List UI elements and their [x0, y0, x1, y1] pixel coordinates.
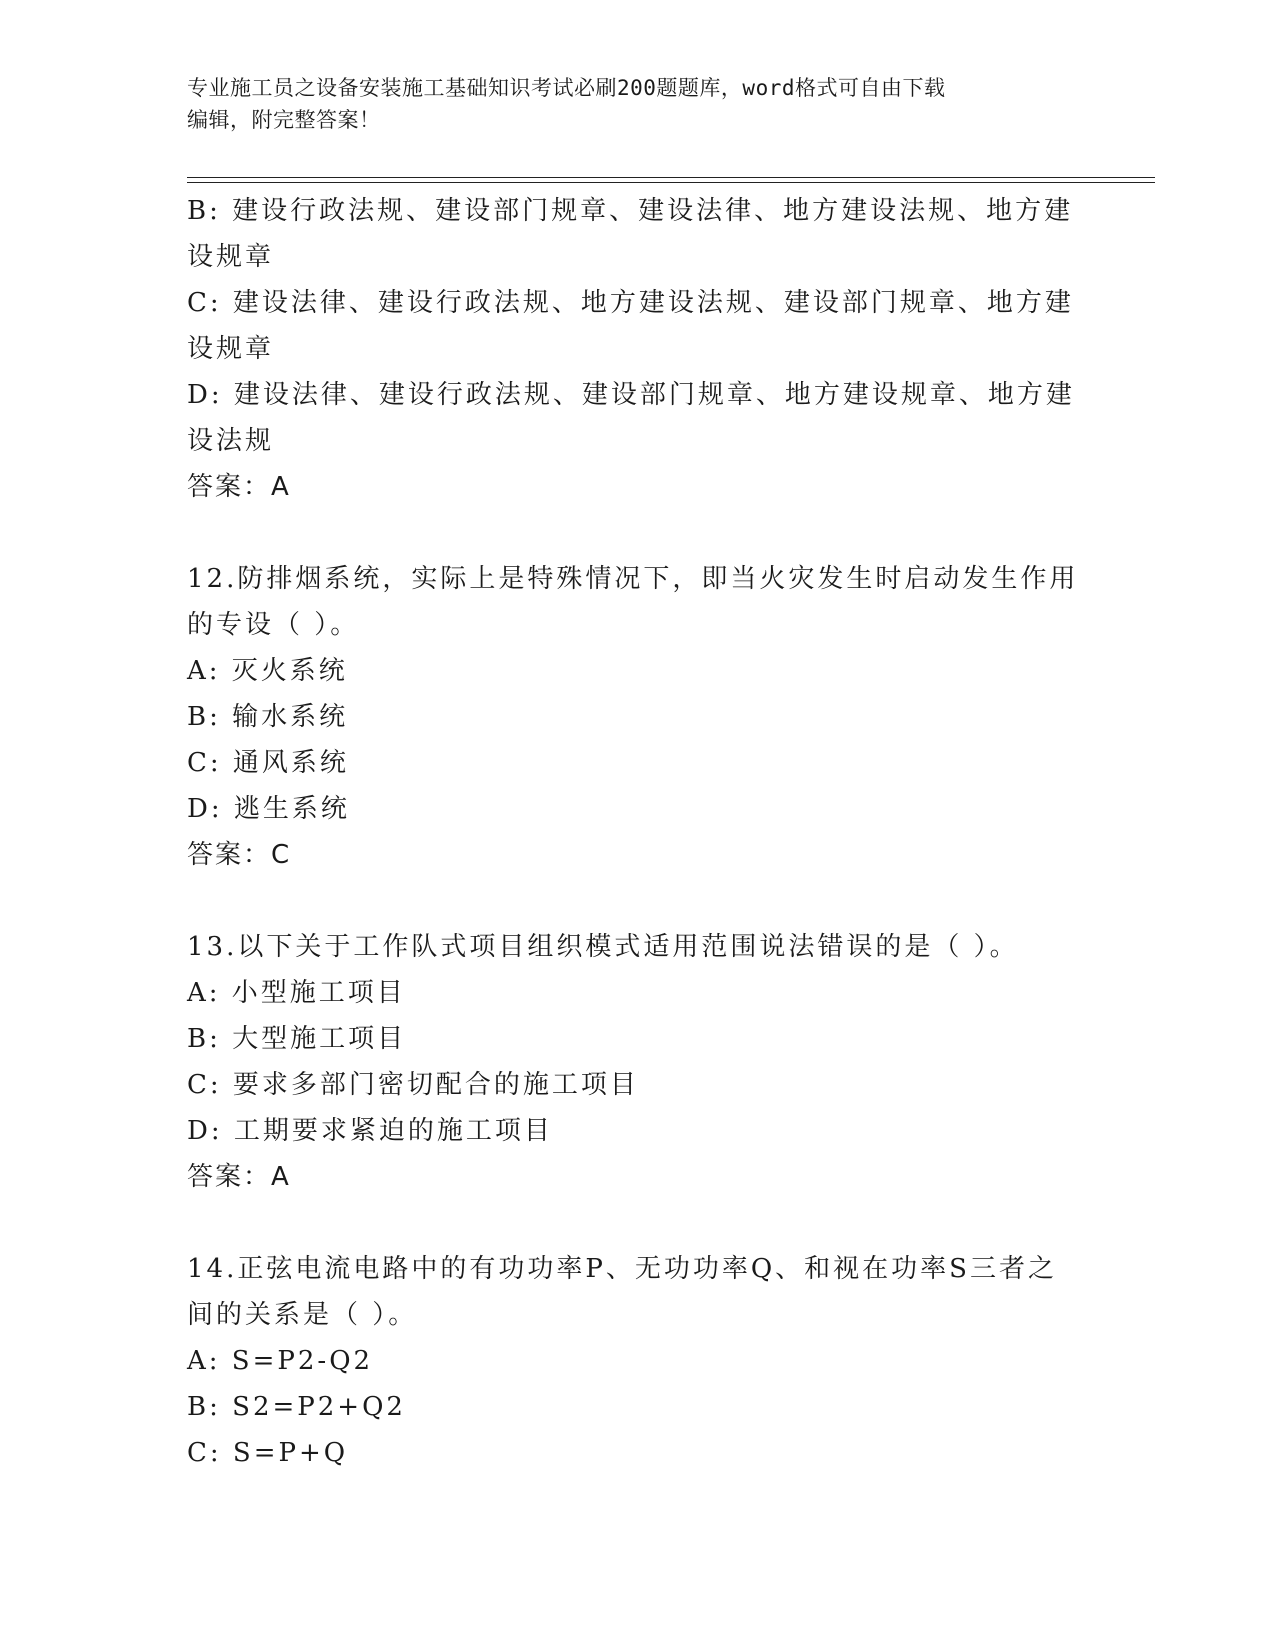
spacer	[187, 1200, 1087, 1246]
q12-answer: 答案：C	[187, 840, 292, 870]
q12-stem-line-1: 12.防排烟系统，实际上是特殊情况下，即当火灾发生时启动发生作用	[187, 564, 1079, 594]
q13-option-c: C: 要求多部门密切配合的施工项目	[187, 1070, 639, 1100]
question-11	[187, 188, 1087, 510]
header-divider-top	[187, 177, 1155, 178]
q14-option-a: A: S=P2-Q2	[187, 1346, 374, 1376]
q11-answer: 答案：A	[187, 472, 291, 502]
q14-option-b: B: S2=P2+Q2	[187, 1392, 406, 1422]
q11-option-c-line-2: 设规章	[187, 334, 275, 364]
q11-option-d-line-1: D: 建设法律、建设行政法规、建设部门规章、地方建设规章、地方建	[187, 380, 1075, 410]
spacer	[187, 878, 1087, 924]
spacer	[187, 510, 1087, 556]
q11-option-c-line-1: C: 建设法律、建设行政法规、地方建设法规、建设部门规章、地方建	[187, 288, 1074, 318]
header-title-line-1: 专业施工员之设备安装施工基础知识考试必刷200题题库，word格式可自由下载	[187, 76, 946, 100]
document-header	[187, 72, 1067, 136]
q13-option-a: A: 小型施工项目	[187, 978, 406, 1008]
question-13	[187, 924, 1087, 1200]
document-body	[187, 188, 1087, 1476]
q14-option-c: C: S=P+Q	[187, 1438, 349, 1468]
q13-option-b: B: 大型施工项目	[187, 1024, 407, 1054]
q12-option-d: D: 逃生系统	[187, 794, 350, 824]
header-divider-bottom	[187, 182, 1155, 183]
header-title-line-2: 编辑，附完整答案！	[187, 108, 381, 132]
q11-option-b-line-1: B: 建设行政法规、建设部门规章、建设法律、地方建设法规、地方建	[187, 196, 1074, 226]
q12-option-a: A: 灭火系统	[187, 656, 348, 686]
q11-option-d-line-2: 设法规	[187, 426, 275, 456]
q14-stem-line-1: 14.正弦电流电路中的有功功率P、无功功率Q、和视在功率S三者之	[187, 1254, 1057, 1284]
q13-option-d: D: 工期要求紧迫的施工项目	[187, 1116, 553, 1146]
question-14	[187, 1246, 1087, 1476]
q11-option-b-line-2: 设规章	[187, 242, 275, 272]
question-12	[187, 556, 1087, 878]
q12-option-b: B: 输水系统	[187, 702, 349, 732]
q14-stem-line-2: 间的关系是（ ）。	[187, 1300, 418, 1330]
q13-stem: 13.以下关于工作队式项目组织模式适用范围说法错误的是（ ）。	[187, 932, 1019, 962]
q13-answer: 答案：A	[187, 1162, 291, 1192]
q12-stem-line-2: 的专设（ ）。	[187, 610, 360, 640]
q12-option-c: C: 通风系统	[187, 748, 349, 778]
